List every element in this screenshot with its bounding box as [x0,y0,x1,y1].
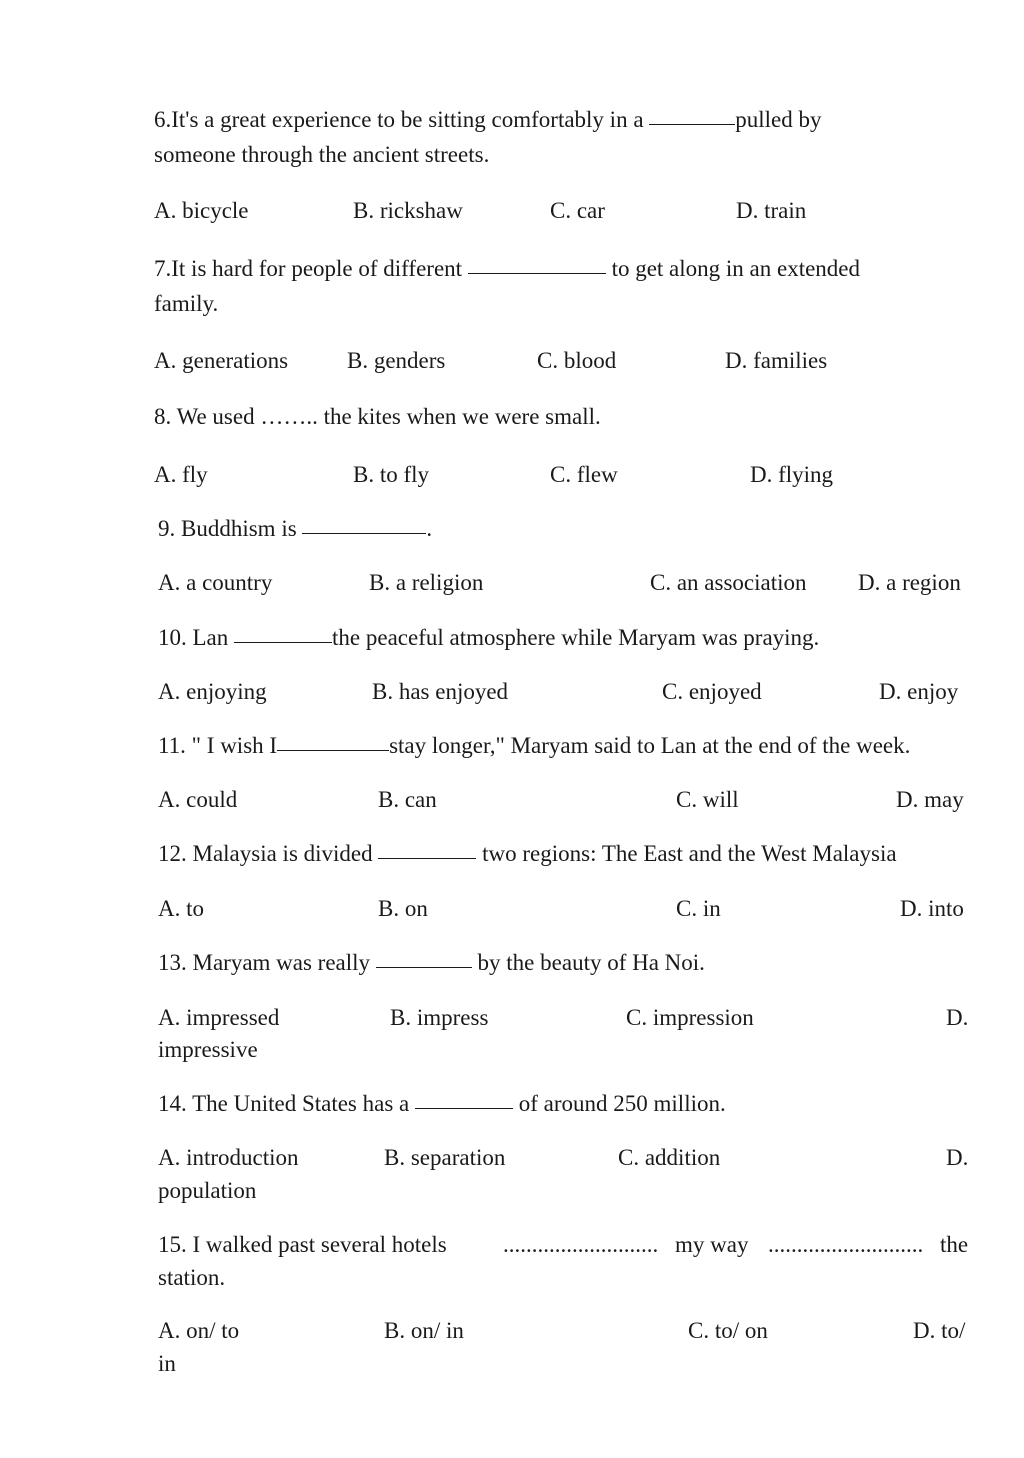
question-7-stem-line2: family. [154,291,219,316]
q11-option-b: B. can [378,787,437,812]
q10-blank [234,641,332,643]
q8-option-b: B. to fly [353,462,430,487]
q12-option-b: B. on [378,896,428,921]
q14-option-d: D. [946,1145,969,1170]
q12-option-c: C. in [676,896,721,921]
q6-option-a: A. bicycle [154,198,249,223]
q15-option-b: B. on/ in [384,1318,464,1343]
q6-text-a: 6.It's a great experience to be sitting comfortably in a [154,107,644,132]
question-15-stem-line2: station. [158,1265,226,1290]
q7-blank [468,272,606,274]
q11-option-c: C. will [676,787,739,812]
q9-option-a: A. a country [158,570,273,595]
q10-text-a: 10. Lan [158,625,229,650]
q11-text-b: stay longer," Maryam said to Lan at the end of the week. [389,733,911,758]
q13-option-a: A. impressed [158,1005,280,1030]
q10-option-a: A. enjoying [158,679,267,704]
question-10-stem [158,621,819,655]
q11-blank [277,749,389,751]
question-11-stem [158,729,910,763]
question-14-stem [158,1087,726,1121]
q7-text-b: to get along in an extended [611,256,861,281]
q9-text-a: 9. Buddhism is [158,516,297,541]
q15-option-c: C. to/ on [688,1318,768,1343]
q12-option-a: A. to [158,896,204,921]
q14-option-c: C. addition [618,1145,721,1170]
q13-option-b: B. impress [390,1005,489,1030]
q12-text-b: two regions: The East and the West Malaysia [482,841,897,866]
q13-option-d-wrap: impressive [158,1037,258,1062]
q9-text-b: . [426,516,433,541]
q14-text-a: 14. The United States has a [158,1091,410,1116]
question-6-stem [154,103,822,137]
question-15-stem-c: my way [675,1232,749,1257]
q13-text-a: 13. Maryam was really [158,950,371,975]
q7-option-b: B. genders [347,348,446,373]
q6-text-b: pulled by [735,107,822,132]
question-15-stem-e: the [940,1232,969,1257]
q6-option-c: C. car [550,198,605,223]
q15-option-d-wrap: in [158,1351,176,1376]
question-13-stem [158,946,705,980]
question-8-stem: 8. We used …….. the kites when we were small. [154,404,601,429]
q14-blank [415,1107,513,1109]
q10-option-b: B. has enjoyed [372,679,509,704]
q14-text-b: of around 250 million. [518,1091,726,1116]
q13-option-d: D. [946,1005,969,1030]
question-15-stem-a: 15. I walked past several hotels [158,1232,447,1257]
q15-dots-1: ........................... [503,1232,659,1257]
q9-option-d: D. a region [858,570,961,595]
q15-option-a: A. on/ to [158,1318,240,1343]
q11-option-d: D. may [896,787,964,812]
q9-blank [302,532,426,534]
q13-text-b: by the beauty of Ha Noi. [477,950,705,975]
q15-dots-2: ........................... [768,1232,924,1257]
q6-option-b: B. rickshaw [353,198,463,223]
q15-option-d: D. to/ [913,1318,966,1343]
q7-text-a: 7.It is hard for people of different [154,256,463,281]
q11-option-a: A. could [158,787,238,812]
q7-option-a: A. generations [154,348,289,373]
q10-option-d: D. enjoy [879,679,959,704]
q9-option-b: B. a religion [369,570,484,595]
q8-option-c: C. flew [550,462,618,487]
q13-option-c: C. impression [626,1005,754,1030]
question-12-stem [158,837,897,871]
question-7-stem [154,252,860,286]
q11-text-a: 11. " I wish I [158,733,278,758]
q6-blank [649,123,735,125]
q6-option-d: D. train [736,198,807,223]
q12-option-d: D. into [900,896,964,921]
q14-option-d-wrap: population [158,1178,257,1203]
q8-option-a: A. fly [154,462,208,487]
q8-option-d: D. flying [750,462,834,487]
q12-blank [378,857,476,859]
q12-text-a: 12. Malaysia is divided [158,841,373,866]
question-6-stem-line2: someone through the ancient streets. [154,142,490,167]
question-9-stem [158,512,432,546]
q13-blank [376,966,472,968]
q9-option-c: C. an association [650,570,807,595]
q7-option-d: D. families [725,348,828,373]
q10-text-b: the peaceful atmosphere while Maryam was praying. [332,625,820,650]
q14-option-a: A. introduction [158,1145,299,1170]
q14-option-b: B. separation [384,1145,506,1170]
q10-option-c: C. enjoyed [662,679,762,704]
q7-option-c: C. blood [537,348,617,373]
